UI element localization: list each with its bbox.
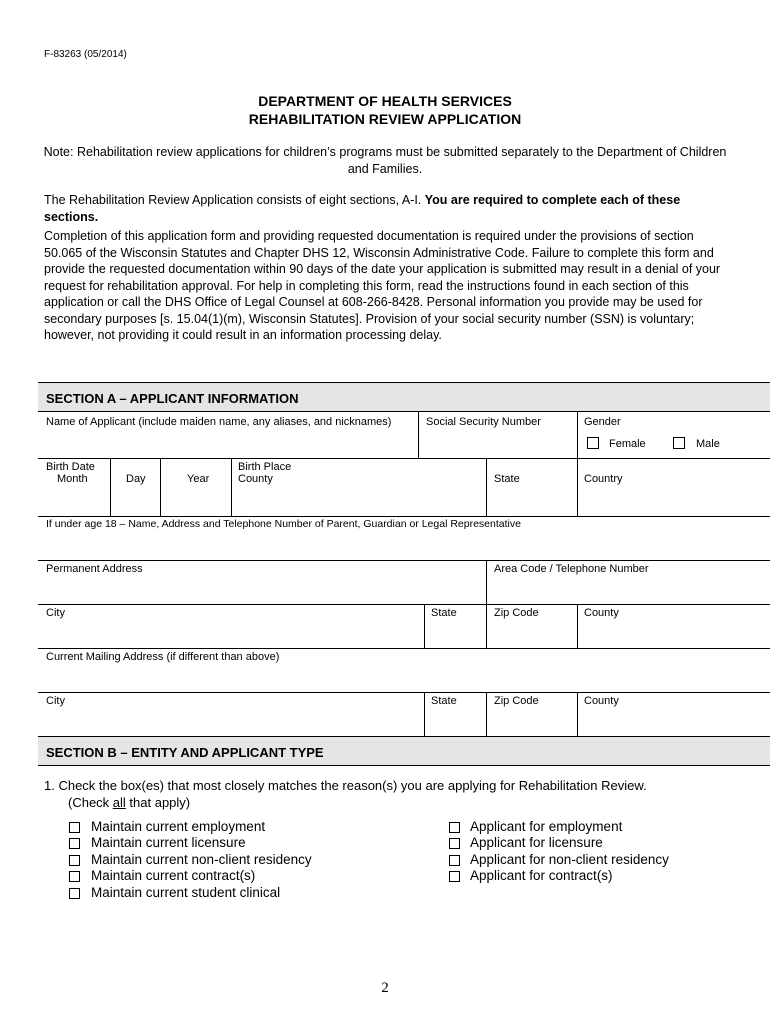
maintain-residency-label: Maintain current non-client residency <box>91 852 312 867</box>
section-b-header <box>38 736 770 766</box>
birth-place-label: Birth Place <box>238 461 292 473</box>
name-of-applicant-label: Name of Applicant (include maiden name, any aliases, and nicknames) <box>46 416 392 428</box>
mailing-zip-label: Zip Code <box>494 695 539 707</box>
mailing-state-label: State <box>431 695 457 707</box>
day-label: Day <box>126 473 146 485</box>
applicant-contracts-label: Applicant for contract(s) <box>470 868 613 883</box>
permanent-city-label: City <box>46 607 65 619</box>
intro-text: The Rehabilitation Review Application consists of eight sections, A-I. <box>44 193 425 207</box>
maintain-employment-checkbox[interactable] <box>69 822 80 833</box>
birth-date-label: Birth Date <box>46 461 95 473</box>
completion-paragraph: Completion of this application form and providing requested documentation is required under the provisions of section 50.065 of the Wisconsin Statutes and Chapter DHS 12, Wisconsin Administrative Code. Failure to complete this form and provide the requested documentation within 90 days of the date your application is submitted may result in a denial of your request for rehabilitation approval. For help in completing this form, read the instructions found in each section of this application or call the DHS Office of Legal Counsel at 608-266-8428. Personal information you provide may be used for secondary purposes [s. 15.04(1)(m), Wisconsin Statutes]. Provision of your social security number (SSN) is voluntary; however, not providing it could result in an information processing delay. <box>44 229 721 342</box>
page-number: 2 <box>381 980 389 996</box>
maintain-employment-label: Maintain current employment <box>91 819 266 834</box>
birth-state-label: State <box>494 473 520 485</box>
note-text: Note: Rehabilitation review applications for children’s programs must be submitted separately to the Department of Children and Families. <box>43 145 727 176</box>
q1-all: all <box>112 795 126 810</box>
department-heading: DEPARTMENT OF HEALTH SERVICES <box>258 93 512 109</box>
birth-county-label: County <box>238 473 273 485</box>
female-label: Female <box>609 438 646 450</box>
ssn-label: Social Security Number <box>426 416 541 428</box>
question-1-text: 1. Check the box(es) that most closely matches the reason(s) you are applying for Rehabilitation Review. <box>44 778 647 793</box>
applicant-residency-checkbox[interactable] <box>449 855 460 866</box>
birth-country-label: Country <box>584 473 623 485</box>
maintain-clinical-label: Maintain current student clinical <box>91 885 281 900</box>
gender-label: Gender <box>584 416 621 428</box>
question-1-instruction <box>68 795 190 812</box>
telephone-label: Area Code / Telephone Number <box>494 563 649 575</box>
q1-post: that apply) <box>125 795 191 810</box>
mailing-city-label: City <box>46 695 65 707</box>
maintain-residency-checkbox[interactable] <box>69 855 80 866</box>
female-checkbox[interactable] <box>587 437 599 449</box>
applicant-employment-label: Applicant for employment <box>470 819 623 834</box>
maintain-licensure-label: Maintain current licensure <box>91 835 246 850</box>
intro-paragraph <box>44 192 734 225</box>
applicant-contracts-checkbox[interactable] <box>449 871 460 882</box>
guardian-label: If under age 18 – Name, Address and Telephone Number of Parent, Guardian or Legal Representative <box>46 518 521 530</box>
male-checkbox[interactable] <box>673 437 685 449</box>
applicant-licensure-checkbox[interactable] <box>449 838 460 849</box>
intro-bold-text: You are required to complete each of these sections. <box>44 193 681 224</box>
section-a-title: SECTION A – APPLICANT INFORMATION <box>46 391 299 406</box>
applicant-licensure-label: Applicant for licensure <box>470 835 603 850</box>
mailing-address-label: Current Mailing Address (if different than above) <box>46 651 280 663</box>
month-label: Month <box>57 473 88 485</box>
applicant-residency-label: Applicant for non-client residency <box>470 852 669 867</box>
year-label: Year <box>187 473 210 485</box>
section-b-title: SECTION B – ENTITY AND APPLICANT TYPE <box>46 745 324 760</box>
maintain-contracts-checkbox[interactable] <box>69 871 80 882</box>
applicant-employment-checkbox[interactable] <box>449 822 460 833</box>
permanent-address-label: Permanent Address <box>46 563 143 575</box>
section-a-header <box>38 382 770 412</box>
page-title: REHABILITATION REVIEW APPLICATION <box>248 111 522 127</box>
permanent-county-label: County <box>584 607 619 619</box>
maintain-clinical-checkbox[interactable] <box>69 888 80 899</box>
maintain-contracts-label: Maintain current contract(s) <box>91 868 256 883</box>
form-number: F-83263 (05/2014) <box>44 49 127 60</box>
maintain-licensure-checkbox[interactable] <box>69 838 80 849</box>
male-label: Male <box>696 438 720 450</box>
mailing-county-label: County <box>584 695 619 707</box>
permanent-zip-label: Zip Code <box>494 607 539 619</box>
permanent-state-label: State <box>431 607 457 619</box>
q1-pre: (Check <box>68 795 113 810</box>
